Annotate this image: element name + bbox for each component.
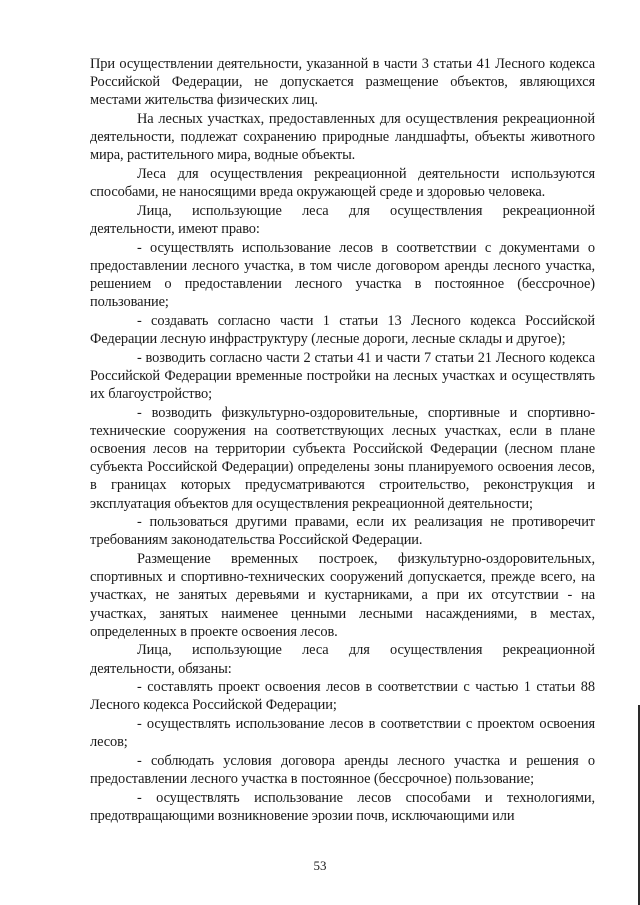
- list-item: - возводить физкультурно-оздоровительные, спортивные и спортивно-технические сооружения на соответствующих лесных участках, если в плане освоения лесов на территории субъекта Российской Федерации (лесном плане субъекта Российской Федерации) определены зоны планируемого освоения лесов, в границах которых предусматриваются строительство, реконструкция и эксплуатация объектов для осуществления рекреационной деятельности;: [90, 404, 595, 512]
- paragraph: На лесных участках, предоставленных для осуществления рекреационной деятельности, подлежат сохранению природные ландшафты, объекты животного мира, растительного мира, водные объекты.: [90, 111, 595, 164]
- list-item: - пользоваться другими правами, если их реализация не противоречит требованиям законодательства Российской Федерации.: [90, 514, 595, 549]
- body-text: [90, 55, 595, 825]
- page-number: 53: [313, 858, 327, 873]
- paragraph: При осуществлении деятельности, указанной в части 3 статьи 41 Лесного кодекса Российской Федерации, не допускается размещение объектов, являющихся местами жительства физических лиц.: [90, 56, 595, 109]
- list-item: - осуществлять использование лесов в соответствии с проектом освоения лесов;: [90, 716, 595, 751]
- list-item: - создавать согласно части 1 статьи 13 Лесного кодекса Российской Федерации лесную инфраструктуру (лесные дороги, лесные склады и другое);: [90, 312, 595, 347]
- list-item: - осуществлять использование лесов способами и технологиями, предотвращающими возникновение эрозии почв, исключающими или: [90, 789, 595, 824]
- paragraph: Размещение временных построек, физкультурно-оздоровительных, спортивных и спортивно-технических сооружений допускается, прежде всего, на участках, не занятых деревьями и кустарниками, а при их отсутствии - на участках, занятых наименее ценными лесными насаждениями, в местах, определенных в проекте освоения лесов.: [90, 551, 595, 640]
- list-item: - составлять проект освоения лесов в соответствии с частью 1 статьи 88 Лесного кодекса Российской Федерации;: [90, 679, 595, 714]
- paragraph: Лица, использующие леса для осуществления рекреационной деятельности, имеют право:: [90, 202, 595, 237]
- list-item: - соблюдать условия договора аренды лесного участка и решения о предоставлении лесного участка в постоянное (бессрочное) пользование;: [90, 752, 595, 787]
- list-item: - осуществлять использование лесов в соответствии с документами о предоставлении лесного участка, в том числе договором аренды лесного участка, решением о предоставлении лесного участка в постоянное (бессрочное) пользование;: [90, 239, 595, 311]
- list-item: - возводить согласно части 2 статьи 41 и части 7 статьи 21 Лесного кодекса Российской Федерации временные постройки на лесных участках и осуществлять их благоустройство;: [90, 349, 595, 402]
- paragraph: Леса для осуществления рекреационной деятельности используются способами, не наносящими вреда окружающей среде и здоровью человека.: [90, 166, 595, 201]
- paragraph: Лица, использующие леса для осуществления рекреационной деятельности, обязаны:: [90, 642, 595, 677]
